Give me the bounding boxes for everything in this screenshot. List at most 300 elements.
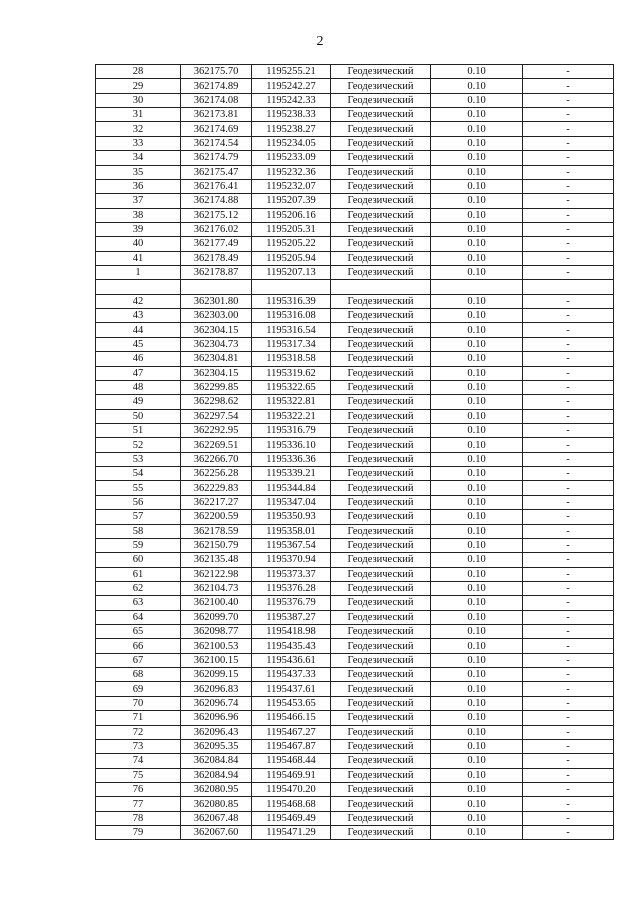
table-row xyxy=(96,151,614,165)
y-coordinate-cell: 1195238.27 xyxy=(252,122,331,136)
note-cell: - xyxy=(523,495,614,509)
note-cell: - xyxy=(523,395,614,409)
accuracy-cell: 0.10 xyxy=(431,553,523,567)
table-row xyxy=(96,625,614,639)
accuracy-cell: 0.10 xyxy=(431,294,523,308)
y-coordinate-cell: 1195453.65 xyxy=(252,696,331,710)
note-cell: - xyxy=(523,208,614,222)
y-coordinate-cell: 1195316.54 xyxy=(252,323,331,337)
method-cell: Геодезический xyxy=(331,739,431,753)
note-cell: - xyxy=(523,811,614,825)
method-cell: Геодезический xyxy=(331,510,431,524)
y-coordinate-cell: 1195471.29 xyxy=(252,826,331,840)
table-row xyxy=(96,266,614,280)
x-coordinate-cell: 362099.15 xyxy=(181,668,252,682)
point-number-cell: 47 xyxy=(96,366,181,380)
method-cell xyxy=(331,280,431,294)
table-row xyxy=(96,423,614,437)
accuracy-cell: 0.10 xyxy=(431,510,523,524)
method-cell: Геодезический xyxy=(331,596,431,610)
note-cell: - xyxy=(523,179,614,193)
point-number-cell: 77 xyxy=(96,797,181,811)
point-number-cell: 75 xyxy=(96,768,181,782)
accuracy-cell: 0.10 xyxy=(431,581,523,595)
x-coordinate-cell: 362174.88 xyxy=(181,194,252,208)
x-coordinate-cell: 362175.70 xyxy=(181,65,252,79)
x-coordinate-cell: 362084.94 xyxy=(181,768,252,782)
table-row xyxy=(96,668,614,682)
note-cell: - xyxy=(523,294,614,308)
accuracy-cell: 0.10 xyxy=(431,696,523,710)
point-number-cell: 58 xyxy=(96,524,181,538)
x-coordinate-cell: 362176.02 xyxy=(181,222,252,236)
point-number-cell: 55 xyxy=(96,481,181,495)
point-number-cell: 37 xyxy=(96,194,181,208)
accuracy-cell: 0.10 xyxy=(431,768,523,782)
method-cell: Геодезический xyxy=(331,151,431,165)
x-coordinate-cell: 362096.43 xyxy=(181,725,252,739)
y-coordinate-cell: 1195367.54 xyxy=(252,538,331,552)
y-coordinate-cell: 1195317.34 xyxy=(252,337,331,351)
table-row xyxy=(96,380,614,394)
y-coordinate-cell: 1195387.27 xyxy=(252,610,331,624)
table-row xyxy=(96,639,614,653)
table-row xyxy=(96,165,614,179)
method-cell: Геодезический xyxy=(331,108,431,122)
y-coordinate-cell: 1195468.68 xyxy=(252,797,331,811)
method-cell: Геодезический xyxy=(331,136,431,150)
x-coordinate-cell: 362175.12 xyxy=(181,208,252,222)
method-cell: Геодезический xyxy=(331,65,431,79)
point-number-cell: 50 xyxy=(96,409,181,423)
x-coordinate-cell: 362178.59 xyxy=(181,524,252,538)
x-coordinate-cell: 362304.15 xyxy=(181,366,252,380)
accuracy-cell: 0.10 xyxy=(431,725,523,739)
table-row xyxy=(96,208,614,222)
page-number: 2 xyxy=(316,34,324,49)
point-number-cell: 41 xyxy=(96,251,181,265)
point-number-cell: 31 xyxy=(96,108,181,122)
method-cell: Геодезический xyxy=(331,826,431,840)
y-coordinate-cell: 1195437.61 xyxy=(252,682,331,696)
x-coordinate-cell: 362104.73 xyxy=(181,581,252,595)
x-coordinate-cell: 362298.62 xyxy=(181,395,252,409)
note-cell: - xyxy=(523,65,614,79)
accuracy-cell: 0.10 xyxy=(431,711,523,725)
accuracy-cell: 0.10 xyxy=(431,754,523,768)
x-coordinate-cell: 362292.95 xyxy=(181,423,252,437)
accuracy-cell: 0.10 xyxy=(431,380,523,394)
method-cell: Геодезический xyxy=(331,395,431,409)
note-cell: - xyxy=(523,826,614,840)
method-cell: Геодезический xyxy=(331,639,431,653)
point-number-cell: 42 xyxy=(96,294,181,308)
accuracy-cell: 0.10 xyxy=(431,811,523,825)
table-row xyxy=(96,294,614,308)
note-cell: - xyxy=(523,639,614,653)
point-number-cell: 28 xyxy=(96,65,181,79)
point-number-cell: 49 xyxy=(96,395,181,409)
y-coordinate-cell: 1195233.09 xyxy=(252,151,331,165)
coordinates-table-body xyxy=(96,65,614,840)
point-number-cell: 33 xyxy=(96,136,181,150)
note-cell: - xyxy=(523,538,614,552)
x-coordinate-cell: 362067.48 xyxy=(181,811,252,825)
x-coordinate-cell: 362304.81 xyxy=(181,352,252,366)
table-row xyxy=(96,495,614,509)
table-row xyxy=(96,79,614,93)
note-cell: - xyxy=(523,366,614,380)
table-row xyxy=(96,366,614,380)
accuracy-cell: 0.10 xyxy=(431,524,523,538)
y-coordinate-cell: 1195470.20 xyxy=(252,782,331,796)
table-row xyxy=(96,309,614,323)
y-coordinate-cell: 1195370.94 xyxy=(252,553,331,567)
point-number-cell: 74 xyxy=(96,754,181,768)
x-coordinate-cell: 362122.98 xyxy=(181,567,252,581)
y-coordinate-cell: 1195205.31 xyxy=(252,222,331,236)
point-number-cell: 61 xyxy=(96,567,181,581)
note-cell: - xyxy=(523,510,614,524)
x-coordinate-cell: 362173.81 xyxy=(181,108,252,122)
point-number-cell: 52 xyxy=(96,438,181,452)
method-cell: Геодезический xyxy=(331,682,431,696)
point-number-cell: 39 xyxy=(96,222,181,236)
method-cell: Геодезический xyxy=(331,438,431,452)
method-cell: Геодезический xyxy=(331,237,431,251)
point-number-cell: 69 xyxy=(96,682,181,696)
table-row xyxy=(96,768,614,782)
method-cell: Геодезический xyxy=(331,266,431,280)
x-coordinate-cell: 362080.95 xyxy=(181,782,252,796)
x-coordinate-cell: 362299.85 xyxy=(181,380,252,394)
x-coordinate-cell xyxy=(181,280,252,294)
note-cell: - xyxy=(523,79,614,93)
method-cell: Геодезический xyxy=(331,452,431,466)
point-number-cell: 38 xyxy=(96,208,181,222)
method-cell: Геодезический xyxy=(331,467,431,481)
accuracy-cell: 0.10 xyxy=(431,309,523,323)
method-cell: Геодезический xyxy=(331,366,431,380)
y-coordinate-cell: 1195322.21 xyxy=(252,409,331,423)
point-number-cell: 60 xyxy=(96,553,181,567)
accuracy-cell: 0.10 xyxy=(431,337,523,351)
y-coordinate-cell: 1195436.61 xyxy=(252,653,331,667)
point-number-cell: 57 xyxy=(96,510,181,524)
x-coordinate-cell: 362098.77 xyxy=(181,625,252,639)
point-number-cell: 44 xyxy=(96,323,181,337)
y-coordinate-cell: 1195467.27 xyxy=(252,725,331,739)
x-coordinate-cell: 362096.96 xyxy=(181,711,252,725)
table-row xyxy=(96,136,614,150)
point-number-cell: 34 xyxy=(96,151,181,165)
note-cell: - xyxy=(523,165,614,179)
note-cell: - xyxy=(523,553,614,567)
y-coordinate-cell: 1195206.16 xyxy=(252,208,331,222)
table-row xyxy=(96,194,614,208)
y-coordinate-cell: 1195205.94 xyxy=(252,251,331,265)
x-coordinate-cell: 362178.49 xyxy=(181,251,252,265)
accuracy-cell: 0.10 xyxy=(431,93,523,107)
note-cell: - xyxy=(523,567,614,581)
method-cell: Геодезический xyxy=(331,79,431,93)
method-cell: Геодезический xyxy=(331,323,431,337)
y-coordinate-cell: 1195255.21 xyxy=(252,65,331,79)
accuracy-cell: 0.10 xyxy=(431,108,523,122)
x-coordinate-cell: 362080.85 xyxy=(181,797,252,811)
coordinates-table xyxy=(95,64,614,840)
x-coordinate-cell: 362174.79 xyxy=(181,151,252,165)
table-row xyxy=(96,65,614,79)
accuracy-cell: 0.10 xyxy=(431,682,523,696)
point-number-cell: 51 xyxy=(96,423,181,437)
point-number-cell: 62 xyxy=(96,581,181,595)
accuracy-cell: 0.10 xyxy=(431,165,523,179)
method-cell: Геодезический xyxy=(331,725,431,739)
note-cell: - xyxy=(523,797,614,811)
note-cell: - xyxy=(523,151,614,165)
y-coordinate-cell: 1195234.05 xyxy=(252,136,331,150)
accuracy-cell: 0.10 xyxy=(431,481,523,495)
method-cell: Геодезический xyxy=(331,222,431,236)
y-coordinate-cell: 1195358.01 xyxy=(252,524,331,538)
note-cell: - xyxy=(523,452,614,466)
accuracy-cell: 0.10 xyxy=(431,826,523,840)
table-row xyxy=(96,826,614,840)
accuracy-cell: 0.10 xyxy=(431,65,523,79)
y-coordinate-cell: 1195322.81 xyxy=(252,395,331,409)
table-row xyxy=(96,280,614,294)
accuracy-cell: 0.10 xyxy=(431,79,523,93)
method-cell: Геодезический xyxy=(331,165,431,179)
table-row xyxy=(96,510,614,524)
method-cell: Геодезический xyxy=(331,610,431,624)
y-coordinate-cell: 1195339.21 xyxy=(252,467,331,481)
y-coordinate-cell: 1195376.79 xyxy=(252,596,331,610)
method-cell: Геодезический xyxy=(331,553,431,567)
y-coordinate-cell: 1195467.87 xyxy=(252,739,331,753)
method-cell: Геодезический xyxy=(331,538,431,552)
y-coordinate-cell: 1195468.44 xyxy=(252,754,331,768)
note-cell: - xyxy=(523,524,614,538)
table-row xyxy=(96,610,614,624)
y-coordinate-cell: 1195316.39 xyxy=(252,294,331,308)
table-row xyxy=(96,567,614,581)
point-number-cell: 63 xyxy=(96,596,181,610)
method-cell: Геодезический xyxy=(331,294,431,308)
accuracy-cell: 0.10 xyxy=(431,409,523,423)
accuracy-cell: 0.10 xyxy=(431,467,523,481)
table-row xyxy=(96,352,614,366)
accuracy-cell: 0.10 xyxy=(431,208,523,222)
accuracy-cell: 0.10 xyxy=(431,222,523,236)
method-cell: Геодезический xyxy=(331,782,431,796)
point-number-cell: 1 xyxy=(96,266,181,280)
note-cell: - xyxy=(523,423,614,437)
x-coordinate-cell: 362304.15 xyxy=(181,323,252,337)
accuracy-cell: 0.10 xyxy=(431,567,523,581)
y-coordinate-cell: 1195418.98 xyxy=(252,625,331,639)
x-coordinate-cell: 362099.70 xyxy=(181,610,252,624)
accuracy-cell: 0.10 xyxy=(431,136,523,150)
method-cell: Геодезический xyxy=(331,581,431,595)
y-coordinate-cell: 1195376.28 xyxy=(252,581,331,595)
y-coordinate-cell: 1195466.15 xyxy=(252,711,331,725)
accuracy-cell: 0.10 xyxy=(431,596,523,610)
x-coordinate-cell: 362266.70 xyxy=(181,452,252,466)
y-coordinate-cell: 1195350.93 xyxy=(252,510,331,524)
x-coordinate-cell: 362301.80 xyxy=(181,294,252,308)
point-number-cell: 45 xyxy=(96,337,181,351)
point-number-cell: 54 xyxy=(96,467,181,481)
x-coordinate-cell: 362174.89 xyxy=(181,79,252,93)
point-number-cell: 70 xyxy=(96,696,181,710)
point-number-cell: 68 xyxy=(96,668,181,682)
point-number-cell: 73 xyxy=(96,739,181,753)
point-number-cell: 35 xyxy=(96,165,181,179)
method-cell: Геодезический xyxy=(331,625,431,639)
x-coordinate-cell: 362303.00 xyxy=(181,309,252,323)
x-coordinate-cell: 362177.49 xyxy=(181,237,252,251)
method-cell: Геодезический xyxy=(331,768,431,782)
method-cell: Геодезический xyxy=(331,495,431,509)
note-cell: - xyxy=(523,668,614,682)
method-cell: Геодезический xyxy=(331,423,431,437)
point-number-cell: 29 xyxy=(96,79,181,93)
note-cell: - xyxy=(523,237,614,251)
method-cell: Геодезический xyxy=(331,122,431,136)
point-number-cell: 56 xyxy=(96,495,181,509)
note-cell: - xyxy=(523,768,614,782)
y-coordinate-cell: 1195319.62 xyxy=(252,366,331,380)
point-number-cell: 72 xyxy=(96,725,181,739)
method-cell: Геодезический xyxy=(331,179,431,193)
table-row xyxy=(96,739,614,753)
table-row xyxy=(96,711,614,725)
method-cell: Геодезический xyxy=(331,696,431,710)
y-coordinate-cell: 1195336.36 xyxy=(252,452,331,466)
point-number-cell: 67 xyxy=(96,653,181,667)
accuracy-cell: 0.10 xyxy=(431,653,523,667)
x-coordinate-cell: 362176.41 xyxy=(181,179,252,193)
accuracy-cell: 0.10 xyxy=(431,495,523,509)
method-cell: Геодезический xyxy=(331,653,431,667)
table-row xyxy=(96,93,614,107)
method-cell: Геодезический xyxy=(331,567,431,581)
accuracy-cell: 0.10 xyxy=(431,797,523,811)
table-row xyxy=(96,323,614,337)
y-coordinate-cell: 1195437.33 xyxy=(252,668,331,682)
y-coordinate-cell: 1195469.91 xyxy=(252,768,331,782)
table-row xyxy=(96,653,614,667)
table-row xyxy=(96,467,614,481)
accuracy-cell: 0.10 xyxy=(431,251,523,265)
y-coordinate-cell: 1195316.79 xyxy=(252,423,331,437)
table-row xyxy=(96,438,614,452)
table-row xyxy=(96,481,614,495)
point-number-cell: 43 xyxy=(96,309,181,323)
x-coordinate-cell: 362200.59 xyxy=(181,510,252,524)
point-number-cell: 64 xyxy=(96,610,181,624)
note-cell: - xyxy=(523,625,614,639)
accuracy-cell: 0.10 xyxy=(431,538,523,552)
accuracy-cell: 0.10 xyxy=(431,323,523,337)
accuracy-cell: 0.10 xyxy=(431,668,523,682)
x-coordinate-cell: 362135.48 xyxy=(181,553,252,567)
point-number-cell: 30 xyxy=(96,93,181,107)
method-cell: Геодезический xyxy=(331,711,431,725)
table-row xyxy=(96,696,614,710)
point-number-cell: 48 xyxy=(96,380,181,394)
table-row xyxy=(96,337,614,351)
y-coordinate-cell: 1195373.37 xyxy=(252,567,331,581)
x-coordinate-cell: 362178.87 xyxy=(181,266,252,280)
y-coordinate-cell: 1195232.36 xyxy=(252,165,331,179)
point-number-cell xyxy=(96,280,181,294)
x-coordinate-cell: 362174.08 xyxy=(181,93,252,107)
table-row xyxy=(96,581,614,595)
y-coordinate-cell: 1195232.07 xyxy=(252,179,331,193)
accuracy-cell: 0.10 xyxy=(431,122,523,136)
table-row xyxy=(96,754,614,768)
accuracy-cell: 0.10 xyxy=(431,366,523,380)
accuracy-cell: 0.10 xyxy=(431,352,523,366)
table-row xyxy=(96,237,614,251)
note-cell: - xyxy=(523,653,614,667)
x-coordinate-cell: 362304.73 xyxy=(181,337,252,351)
x-coordinate-cell: 362095.35 xyxy=(181,739,252,753)
x-coordinate-cell: 362175.47 xyxy=(181,165,252,179)
note-cell: - xyxy=(523,581,614,595)
method-cell: Геодезический xyxy=(331,754,431,768)
x-coordinate-cell: 362100.40 xyxy=(181,596,252,610)
x-coordinate-cell: 362229.83 xyxy=(181,481,252,495)
note-cell: - xyxy=(523,136,614,150)
x-coordinate-cell: 362174.69 xyxy=(181,122,252,136)
method-cell: Геодезический xyxy=(331,309,431,323)
x-coordinate-cell: 362067.60 xyxy=(181,826,252,840)
table-row xyxy=(96,395,614,409)
x-coordinate-cell: 362084.84 xyxy=(181,754,252,768)
note-cell: - xyxy=(523,739,614,753)
point-number-cell: 59 xyxy=(96,538,181,552)
method-cell: Геодезический xyxy=(331,337,431,351)
point-number-cell: 40 xyxy=(96,237,181,251)
note-cell xyxy=(523,280,614,294)
note-cell: - xyxy=(523,337,614,351)
y-coordinate-cell: 1195207.39 xyxy=(252,194,331,208)
y-coordinate-cell: 1195316.08 xyxy=(252,309,331,323)
method-cell: Геодезический xyxy=(331,524,431,538)
note-cell: - xyxy=(523,610,614,624)
method-cell: Геодезический xyxy=(331,251,431,265)
method-cell: Геодезический xyxy=(331,409,431,423)
y-coordinate-cell: 1195238.33 xyxy=(252,108,331,122)
method-cell: Геодезический xyxy=(331,194,431,208)
table-row xyxy=(96,122,614,136)
accuracy-cell: 0.10 xyxy=(431,625,523,639)
note-cell: - xyxy=(523,222,614,236)
accuracy-cell: 0.10 xyxy=(431,423,523,437)
table-row xyxy=(96,251,614,265)
y-coordinate-cell: 1195318.58 xyxy=(252,352,331,366)
method-cell: Геодезический xyxy=(331,668,431,682)
point-number-cell: 53 xyxy=(96,452,181,466)
point-number-cell: 76 xyxy=(96,782,181,796)
table-row xyxy=(96,682,614,696)
y-coordinate-cell: 1195347.04 xyxy=(252,495,331,509)
accuracy-cell: 0.10 xyxy=(431,266,523,280)
